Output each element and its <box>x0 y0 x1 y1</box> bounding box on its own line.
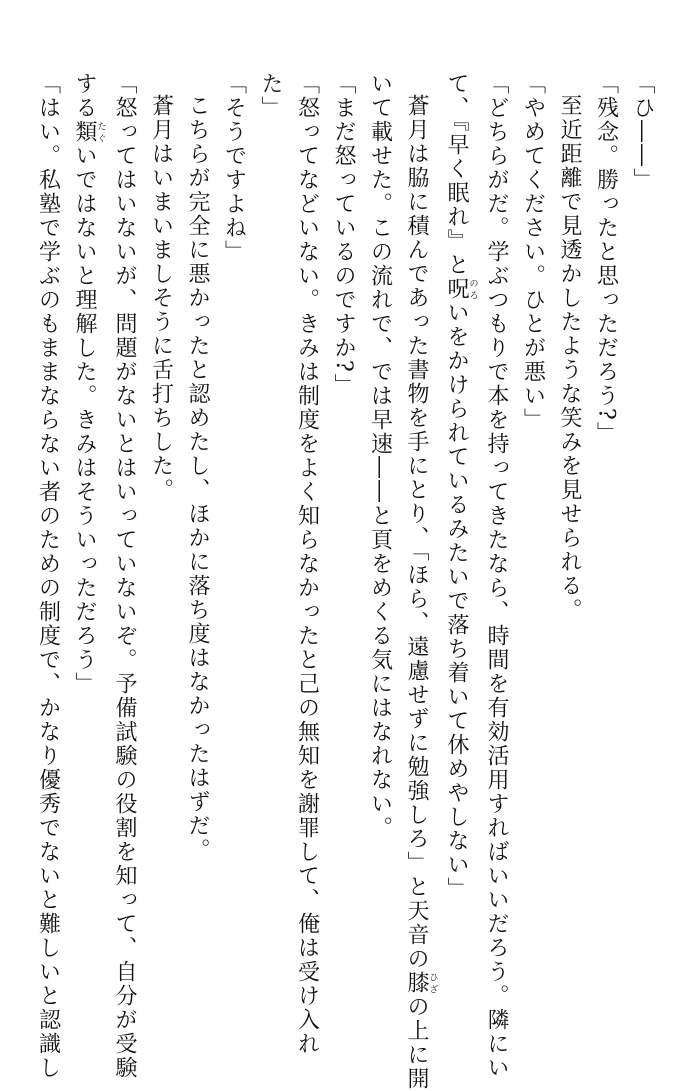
text-line-cont: いて載せた。この流れで、では早速――と頁をめくる気にはなれない。 <box>367 72 393 840</box>
text-line-dialogue: 「どちらがだ。学ぶつもりで本を持ってきたなら、時間を有効活用すればいいだろう。隣にい <box>484 72 509 1080</box>
text-line-dialogue: 「まだ怒っているのですか?」 <box>331 72 356 398</box>
text-line-ruby: する類たぐいではないと理解した。きみはそういっただろう」 <box>72 72 106 696</box>
text-line-dialogue: 「怒ってなどいない。きみは制度をよく知らなかったと己の無知を謝罪して、俺は受け入れ <box>294 72 320 1056</box>
text-line-dialogue: 「そうですよね」 <box>221 72 247 264</box>
text-line-dialogue: 「怒ってはいないが、問題がないとはいっていないぞ。予備試験の役割を知って、自分が受験 <box>112 72 137 1080</box>
ruby-hiza: 膝ひざ <box>404 971 438 995</box>
vertical-text-body <box>29 72 660 1091</box>
text-line-dialogue: 「ひ――」 <box>630 72 655 192</box>
ruby-tagui: 類たぐ <box>72 120 106 144</box>
text-line-narration: こちらが完全に悪かったと認めたし、ほかに落ち度はなかったはずだ。 <box>185 94 210 862</box>
text-line-narration: 蒼月はいまいましそうに舌打ちした。 <box>148 94 174 502</box>
text-line-narration: 至近距離で見透かしたような笑みを見せられる。 <box>557 94 582 622</box>
text-line-ruby: て、『早く眠れ』と呪のろいをかけられているみたいで落ち着いて休めやしない」 <box>444 72 478 901</box>
text-line-cont: た」 <box>258 72 283 120</box>
text-line-dialogue: 「はい。私塾で学ぶのもままならない者のための制度で、かなり優秀でないと難しいと認識し <box>35 72 61 1080</box>
ruby-noroi: 呪のろ <box>444 277 478 301</box>
text-line-dialogue: 「残念。勝ったと思っただろう?」 <box>593 72 619 446</box>
text-line-ruby: 蒼月は脇に積んであった書物を手にとり、「ほら、遠慮せずに勉強しろ」と天音の膝ひざの上に開 <box>404 94 438 1091</box>
text-line-dialogue: 「やめてください。ひとが悪い」 <box>520 72 546 432</box>
